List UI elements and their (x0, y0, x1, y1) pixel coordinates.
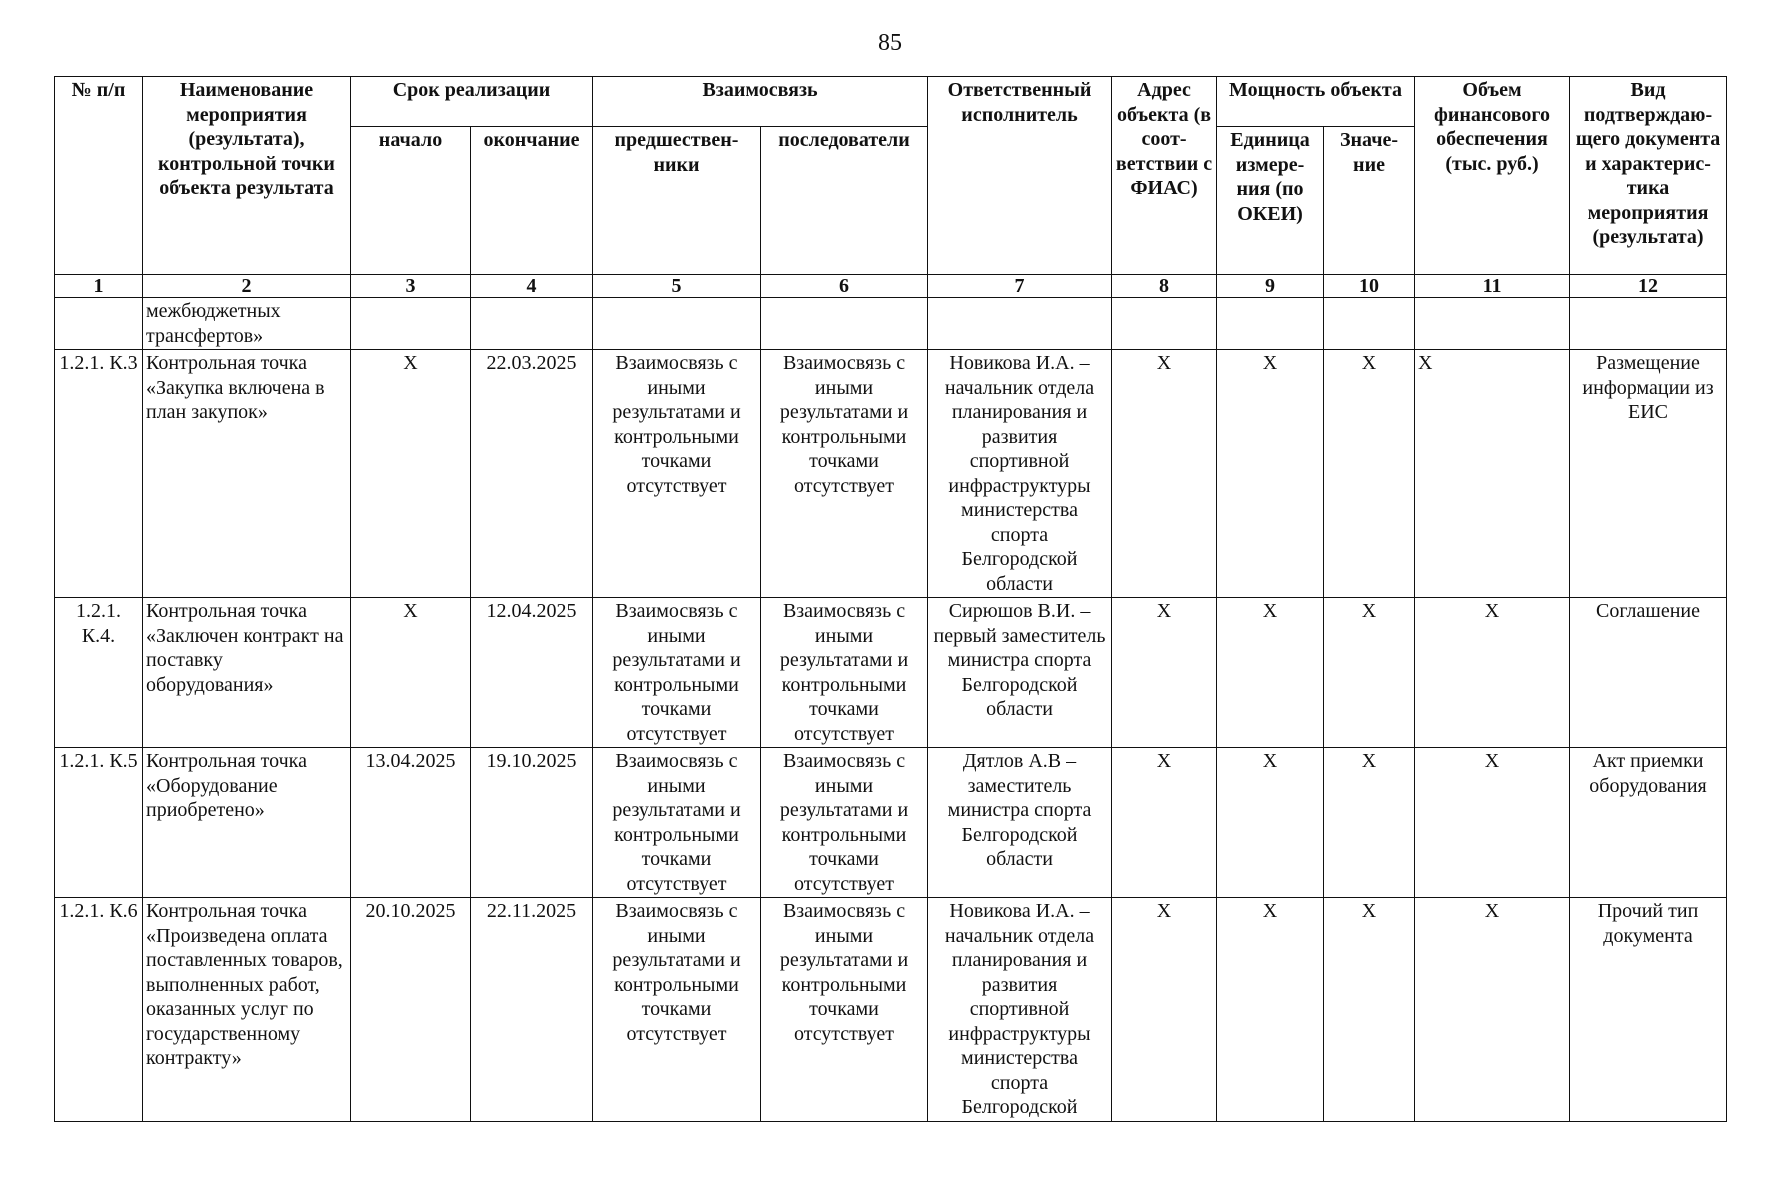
row-name: Контрольная точка «Произведена оплата поставленных товаров, выполненных работ, оказанных услуг по государственному контракту» (143, 898, 351, 1122)
row-name: Контрольная точка «Закупка включена в план закупок» (143, 350, 351, 598)
row-end: 22.11.2025 (471, 898, 593, 1122)
row-predecessors: Взаимосвязь с иными результатами и контрольными точками отсутствует (593, 898, 761, 1122)
row-id: 1.2.1. К.5 (55, 748, 143, 898)
header-unit: Единица измере-ния (по ОКЕИ) (1217, 127, 1324, 275)
row-funding: X (1415, 898, 1570, 1122)
column-number: 2 (143, 275, 351, 298)
header-end: окончание (471, 127, 593, 275)
header-successors: последователи (761, 127, 928, 275)
row-start: 20.10.2025 (351, 898, 471, 1122)
column-number: 10 (1324, 275, 1415, 298)
row-doc-type: Акт приемки оборудования (1570, 748, 1727, 898)
column-number: 6 (761, 275, 928, 298)
row-value: X (1324, 350, 1415, 598)
empty-cell (593, 298, 761, 350)
header-row-1 (55, 77, 1727, 127)
row-start: X (351, 350, 471, 598)
row-doc-type: Соглашение (1570, 598, 1727, 748)
row-address: X (1112, 350, 1217, 598)
row-address: X (1112, 748, 1217, 898)
row-predecessors: Взаимосвязь с иными результатами и контрольными точками отсутствует (593, 350, 761, 598)
row-end: 19.10.2025 (471, 748, 593, 898)
row-start: X (351, 598, 471, 748)
row-unit: X (1217, 350, 1324, 598)
table-row (55, 898, 1727, 1122)
empty-cell (1112, 298, 1217, 350)
row-funding: X (1415, 598, 1570, 748)
column-number: 5 (593, 275, 761, 298)
header-predecessors: предшествен-ники (593, 127, 761, 275)
header-number: № п/п (55, 77, 143, 275)
row-name: Контрольная точка «Заключен контракт на поставку оборудования» (143, 598, 351, 748)
header-funding: Объем финансового обеспечения (тыс. руб.) (1415, 77, 1570, 275)
column-number: 4 (471, 275, 593, 298)
empty-cell (1217, 298, 1324, 350)
column-number: 1 (55, 275, 143, 298)
row-doc-type: Прочий тип документа (1570, 898, 1727, 1122)
row-responsible: Сирюшов В.И. – первый заместитель министра спорта Белгородской области (928, 598, 1112, 748)
row-unit: X (1217, 598, 1324, 748)
table-row (55, 748, 1727, 898)
row-doc-type: Размещение информации из ЕИС (1570, 350, 1727, 598)
empty-cell (351, 298, 471, 350)
row-unit: X (1217, 748, 1324, 898)
empty-cell (55, 298, 143, 350)
empty-cell (471, 298, 593, 350)
row-successors: Взаимосвязь с иными результатами и контрольными точками отсутствует (761, 598, 928, 748)
carry-over-row (55, 298, 1727, 350)
carry-over-name: межбюджетных трансфертов» (143, 298, 351, 350)
empty-cell (1324, 298, 1415, 350)
empty-cell (1415, 298, 1570, 350)
row-predecessors: Взаимосвязь с иными результатами и контрольными точками отсутствует (593, 598, 761, 748)
row-start: 13.04.2025 (351, 748, 471, 898)
header-doc-type: Вид подтверждаю-щего документа и характерис-тика мероприятия (результата) (1570, 77, 1727, 275)
results-table (54, 76, 1727, 1122)
header-address: Адрес объекта (в соот-ветствии с ФИАС) (1112, 77, 1217, 275)
column-number: 8 (1112, 275, 1217, 298)
row-end: 12.04.2025 (471, 598, 593, 748)
row-end: 22.03.2025 (471, 350, 593, 598)
row-id: 1.2.1. К.6 (55, 898, 143, 1122)
page-number: 85 (878, 30, 902, 56)
row-successors: Взаимосвязь с иными результатами и контрольными точками отсутствует (761, 350, 928, 598)
row-unit: X (1217, 898, 1324, 1122)
row-responsible: Новикова И.А. – начальник отдела планирования и развития спортивной инфраструктуры министерства спорта Белгородской (928, 898, 1112, 1122)
header-link-group: Взаимосвязь (593, 77, 928, 127)
table-row (55, 350, 1727, 598)
column-number: 7 (928, 275, 1112, 298)
row-id: 1.2.1. К.3 (55, 350, 143, 598)
row-funding: X (1415, 350, 1570, 598)
row-funding: X (1415, 748, 1570, 898)
table-row (55, 598, 1727, 748)
column-number: 12 (1570, 275, 1727, 298)
empty-cell (928, 298, 1112, 350)
row-predecessors: Взаимосвязь с иными результатами и контрольными точками отсутствует (593, 748, 761, 898)
row-value: X (1324, 748, 1415, 898)
header-value: Значе-ние (1324, 127, 1415, 275)
row-successors: Взаимосвязь с иными результатами и контрольными точками отсутствует (761, 748, 928, 898)
row-name: Контрольная точка «Оборудование приобретено» (143, 748, 351, 898)
header-responsible: Ответственный исполнитель (928, 77, 1112, 275)
row-value: X (1324, 598, 1415, 748)
header-capacity-group: Мощность объекта (1217, 77, 1415, 127)
column-number: 9 (1217, 275, 1324, 298)
header-period-group: Срок реализации (351, 77, 593, 127)
header-name: Наименование мероприятия (результата), контрольной точки объекта результата (143, 77, 351, 275)
row-value: X (1324, 898, 1415, 1122)
row-address: X (1112, 598, 1217, 748)
column-number: 3 (351, 275, 471, 298)
row-responsible: Новикова И.А. – начальник отдела планирования и развития спортивной инфраструктуры министерства спорта Белгородской области (928, 350, 1112, 598)
empty-cell (761, 298, 928, 350)
column-number: 11 (1415, 275, 1570, 298)
empty-cell (1570, 298, 1727, 350)
row-id: 1.2.1. К.4. (55, 598, 143, 748)
column-numbers-row (55, 275, 1727, 298)
row-responsible: Дятлов А.В – заместитель министра спорта Белгородской области (928, 748, 1112, 898)
row-successors: Взаимосвязь с иными результатами и контрольными точками отсутствует (761, 898, 928, 1122)
row-address: X (1112, 898, 1217, 1122)
header-start: начало (351, 127, 471, 275)
